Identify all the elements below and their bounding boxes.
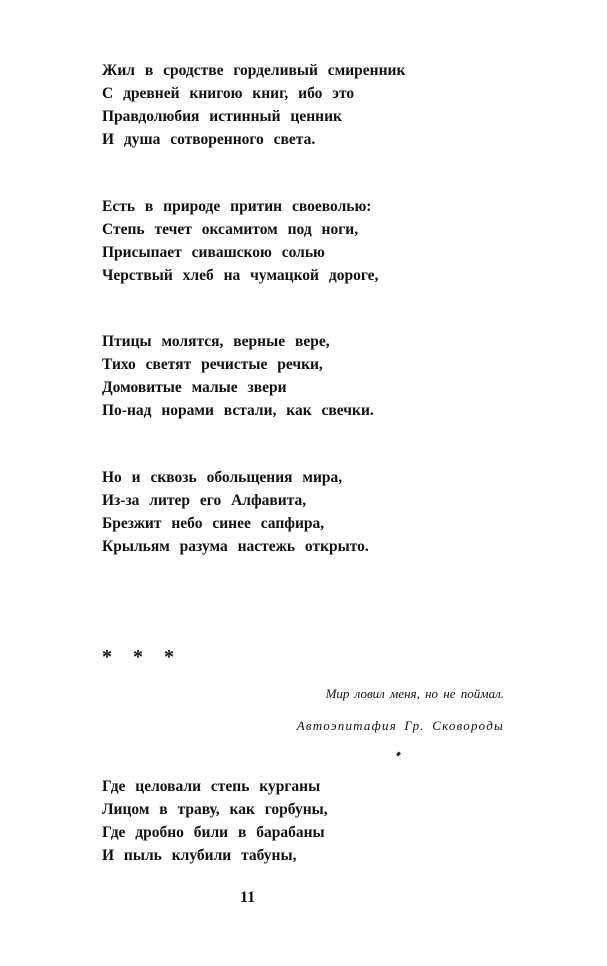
stanza-1 bbox=[102, 59, 405, 151]
stanza-line: Где дробно били в барабаны bbox=[102, 824, 325, 841]
stanza-line: Степь течет оксамитом под ноги, bbox=[102, 221, 359, 238]
stanza-line: Присыпает сивашскою солью bbox=[102, 244, 325, 261]
stanza-line: Есть в природе притин своеволью: bbox=[102, 198, 372, 215]
ink-mark bbox=[396, 752, 401, 757]
page-number: 11 bbox=[240, 889, 256, 906]
epigraph-quote: Мир ловил меня, но не поймал. bbox=[325, 686, 504, 701]
section-separator: * * * bbox=[102, 646, 182, 668]
stanza-line: И душа сотворенного света. bbox=[102, 131, 316, 148]
stanza-line: Птицы молятся, верные вере, bbox=[102, 333, 330, 350]
stanza-line: Тихо светят речистые речки, bbox=[102, 356, 323, 373]
stanza-line: Домовитые малые звери bbox=[102, 379, 287, 396]
stanza-line: Крыльям разума настежь открыто. bbox=[102, 538, 369, 555]
stanza-line: Лицом в траву, как горбуны, bbox=[102, 801, 328, 818]
epigraph-source: Автоэпитафия Гр. Сковороды bbox=[296, 718, 504, 733]
stanza-2 bbox=[102, 195, 378, 287]
stanza-4 bbox=[102, 466, 369, 558]
next-poem-stanza bbox=[102, 775, 328, 867]
stanza-line: Брезжит небо синее сапфира, bbox=[102, 515, 325, 532]
stanza-line: Из-за литер его Алфавита, bbox=[102, 492, 307, 509]
stanza-line: Но и сквозь обольщения мира, bbox=[102, 469, 343, 486]
stanza-line: С древней книгою книг, ибо это bbox=[102, 85, 355, 102]
stanza-line: И пыль клубили табуны, bbox=[102, 847, 297, 864]
stanza-line: Черствый хлеб на чумацкой дороге, bbox=[102, 267, 379, 284]
stanza-line: Жил в сродстве горделивый смиренник bbox=[102, 62, 406, 79]
stanza-line: Правдолюбия истинный ценник bbox=[102, 108, 342, 125]
stanza-line: По-над норами встали, как свечки. bbox=[102, 402, 374, 419]
stanza-3 bbox=[102, 330, 374, 422]
stanza-line: Где целовали степь курганы bbox=[102, 778, 321, 795]
